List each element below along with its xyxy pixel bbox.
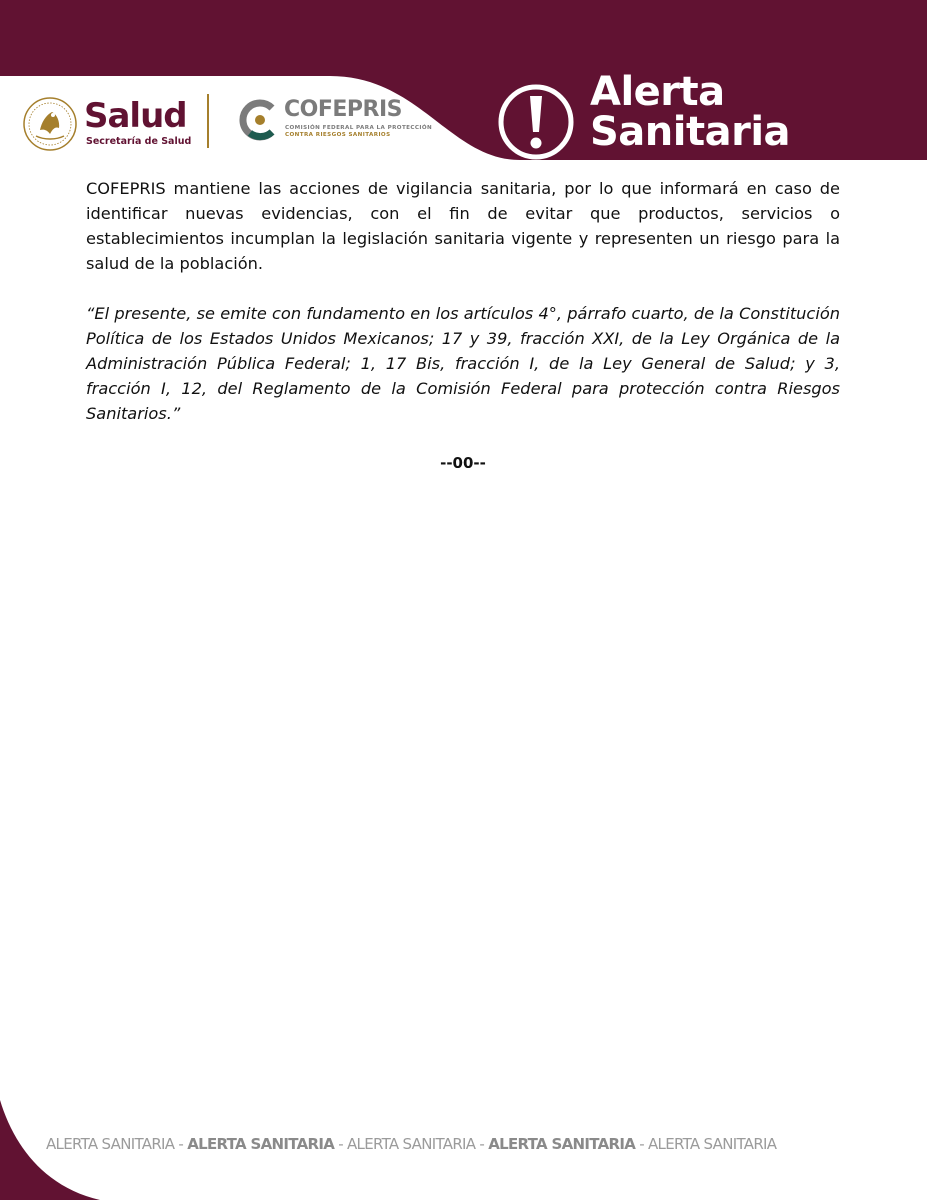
alert-title [590, 69, 910, 155]
cofepris-subtitle-line2: CONTRA RIESGOS SANITARIOS [285, 132, 391, 138]
footer-item: ALERTA SANITARIA [648, 1135, 777, 1153]
cofepris-subtitle-line1: COMISIÓN FEDERAL PARA LA PROTECCIÓN [285, 125, 433, 131]
footer-item-bold: ALERTA SANITARIA [187, 1135, 335, 1153]
cofepris-c-icon [236, 98, 280, 142]
footer-item: ALERTA SANITARIA [347, 1135, 476, 1153]
end-mark: --00-- [440, 454, 486, 472]
exclamation-circle-icon [496, 82, 576, 162]
footer-item-bold: ALERTA SANITARIA [488, 1135, 636, 1153]
footer-separator: - [635, 1135, 648, 1153]
salud-logo-subtitle: Secretaría de Salud [86, 136, 192, 147]
document-body [86, 176, 840, 476]
salud-logo-text: Salud [84, 96, 187, 136]
alert-title-line2: Sanitaria [590, 109, 791, 155]
logo-area [22, 94, 442, 156]
alert-title-line1: Alerta [590, 69, 725, 115]
legal-basis-quote: “El presente, se emite con fundamento en los artículos 4°, párrafo cuarto, de la Constitución Política de los Estados Unidos Mexicanos; 17 y 39, fracción XXI, de la Ley Orgánica de la Administración Pública Federal; 1, 17 Bis, fracción I, de la Ley General de Salud; y 3, fracción I, 12, del Reglamento de la Comisión Federal para protección contra Riesgos Sanitarios.” [86, 304, 840, 423]
footer-separator: - [174, 1135, 188, 1153]
logo-divider [207, 94, 209, 148]
footer-separator: - [475, 1135, 489, 1153]
footer-strip [46, 1134, 906, 1154]
cofepris-logo-text: COFEPRIS [284, 97, 402, 122]
footer-separator: - [334, 1135, 347, 1153]
footer-item: ALERTA SANITARIA [46, 1135, 175, 1153]
coat-of-arms-icon [22, 96, 78, 152]
body-paragraph: COFEPRIS mantiene las acciones de vigilancia sanitaria, por lo que informará en caso de identificar nuevas evidencias, con el fin de evitar que productos, servicios o establecimientos incumplan la legislación sanitaria vigente y representen un riesgo para la salud de la población. [86, 179, 840, 273]
